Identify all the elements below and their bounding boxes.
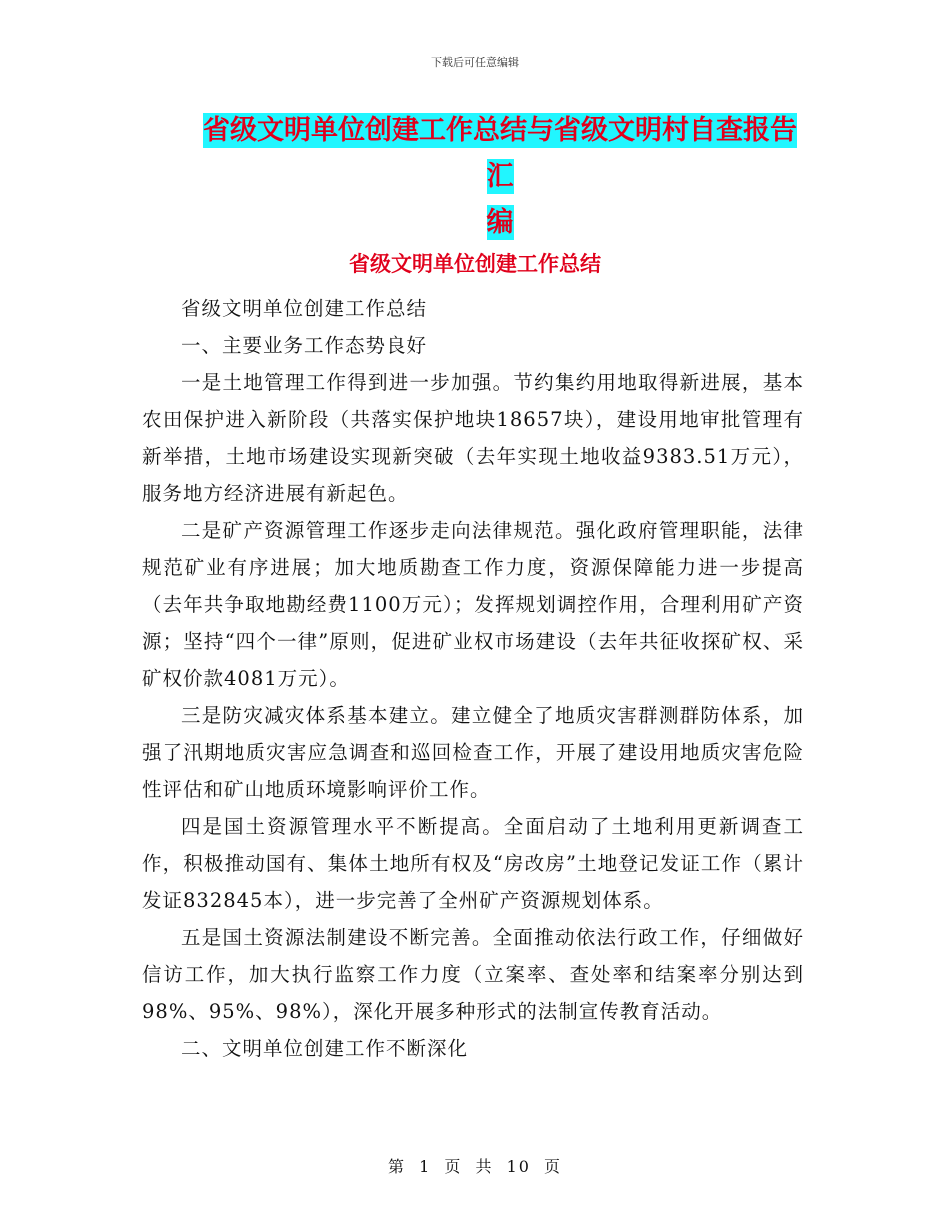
page-label-mid: 页 (444, 1157, 463, 1176)
paragraph: 四是国土资源管理水平不断提高。全面启动了土地利用更新调查工作，积极推动国有、集体土地所有权及“房改房”土地登记发证工作（累计发证832845本），进一步完善了全州矿产资源规划体系。 (142, 815, 804, 912)
body-text (142, 290, 804, 1067)
paragraph: 二、文明单位创建工作不断深化 (181, 1037, 469, 1060)
page-number-total: 10 (506, 1157, 531, 1176)
paragraph: 五是国土资源法制建设不断完善。全面推动依法行政工作，仔细做好信访工作，加大执行监察工作力度（立案率、查处率和结案率分别达到98%、95%、98%），深化开展多种形式的法制宣传教育活动。 (142, 926, 804, 1023)
section-title: 省级文明单位创建工作总结 (349, 252, 601, 276)
paragraph: 省级文明单位创建工作总结 (181, 297, 428, 320)
paragraph: 二是矿产资源管理工作逐步走向法律规范。强化政府管理职能，法律规范矿业有序进展；加大地质勘查工作力度，资源保障能力进一步提高（去年共争取地勘经费1100万元）；发挥规划调控作用，合理利用矿产资源；坚持“四个一律”原则，促进矿业权市场建设（去年共征收探矿权、采矿权价款4081万元）。 (142, 519, 804, 690)
document-title-line-2: 编 (486, 207, 514, 238)
paragraph: 一、主要业务工作态势良好 (181, 334, 428, 357)
paragraph: 三是防灾减灾体系基本建立。建立健全了地质灾害群测群防体系，加强了汛期地质灾害应急调查和巡回检查工作，开展了建设用地质灾害危险性评估和矿山地质环境影响评价工作。 (142, 704, 804, 801)
page-number-current: 1 (419, 1157, 432, 1176)
document-title (190, 108, 810, 246)
document-title-line-1: 省级文明单位创建工作总结与省级文明村自查报告汇 (203, 115, 797, 192)
page-label-suffix: 页 (544, 1157, 563, 1176)
paragraph: 一是土地管理工作得到进一步加强。节约集约用地取得新进展，基本农田保护进入新阶段（共落实保护地块18657块），建设用地审批管理有新举措，土地市场建设实现新突破（去年实现土地收益9383.51万元），服务地方经济进展有新起色。 (142, 371, 804, 505)
page-total-prefix: 共 (475, 1157, 494, 1176)
page-label-prefix: 第 (387, 1157, 406, 1176)
page-footer (0, 1154, 950, 1177)
header-note: 下载后可任意编辑 (431, 56, 519, 69)
